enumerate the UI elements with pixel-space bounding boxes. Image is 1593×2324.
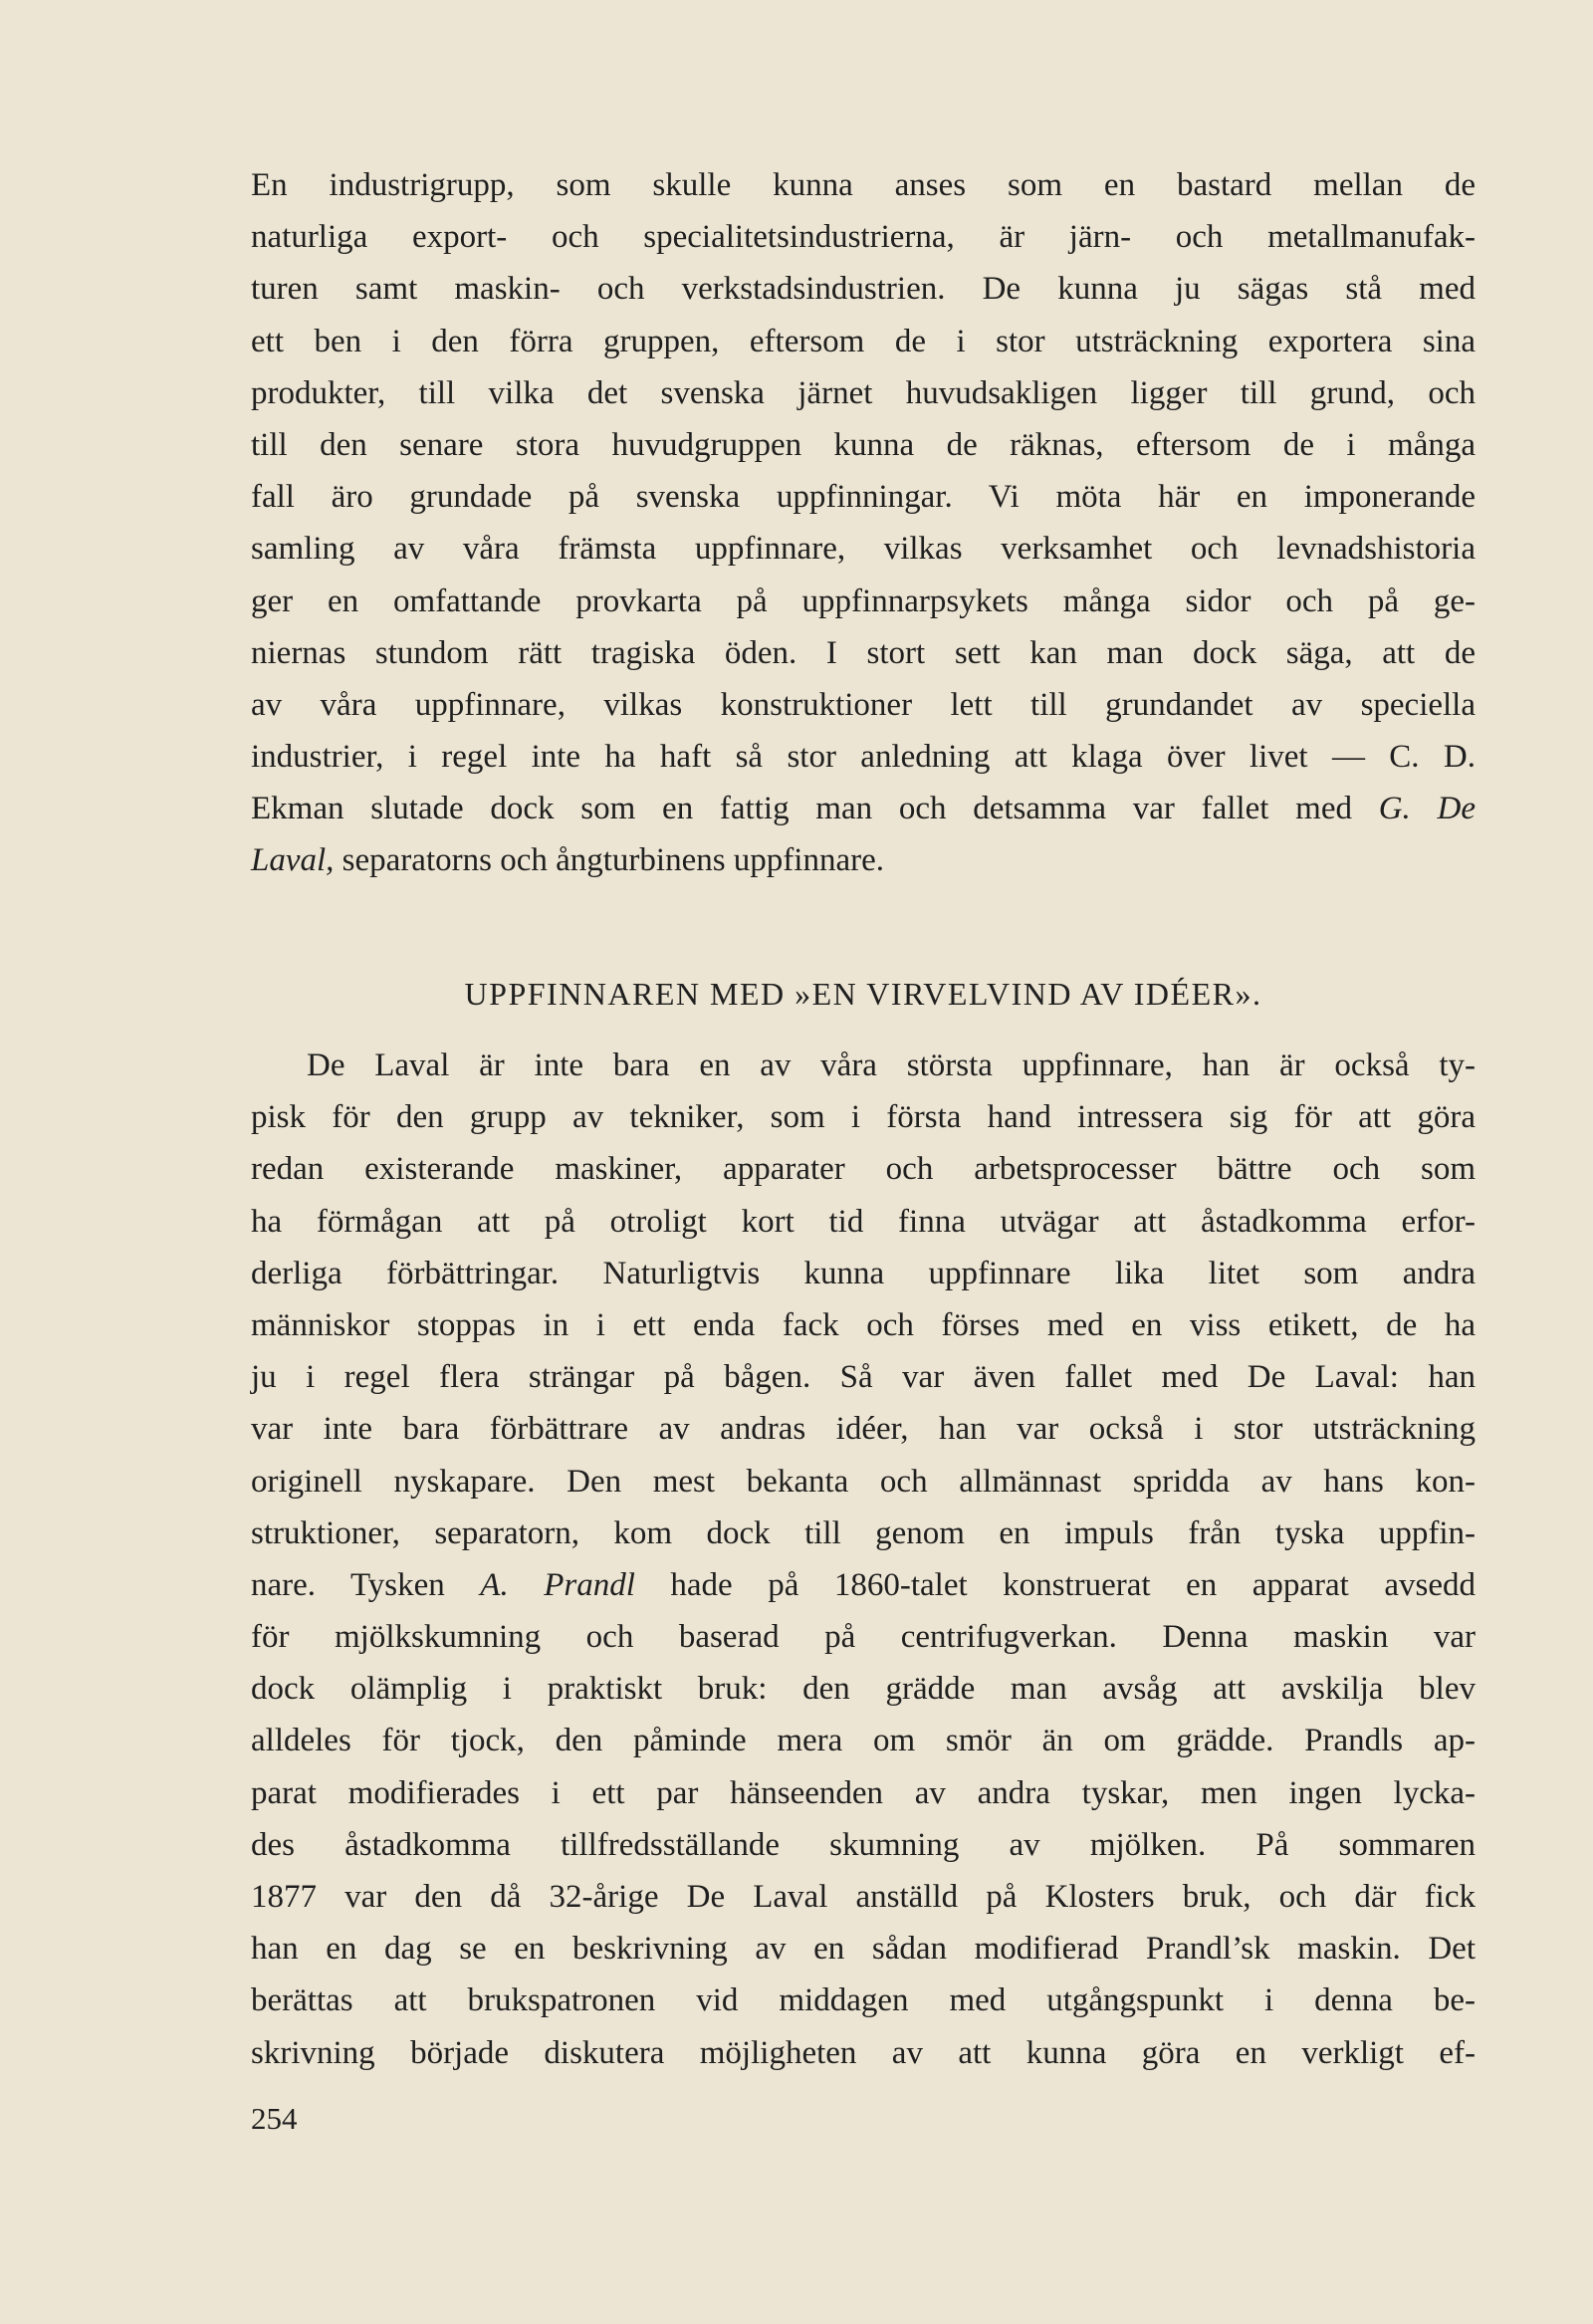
text-line: [251, 783, 1476, 834]
text-line: dock olämplig i praktiskt bruk: den grädde man avsåg att avskilja blev: [251, 1671, 1476, 1708]
text-line: [251, 834, 1476, 886]
text-line: berättas att brukspatronen vid middagen med utgångspunkt i denna be-: [251, 1982, 1476, 2019]
italic-name: Laval,: [251, 842, 335, 879]
text-line: En industrigrupp, som skulle kunna anses som en bastard mellan de: [251, 167, 1476, 203]
text-line: produkter, till vilka det svenska järnet huvudsakligen ligger till grund, och: [251, 374, 1476, 411]
text-run: hade på 1860-talet konstruerat en apparat avsedd: [634, 1566, 1476, 1603]
text-line: till den senare stora huvudgruppen kunna de räknas, eftersom de i många: [251, 426, 1476, 463]
italic-name: A. Prandl: [480, 1566, 635, 1603]
text-line: redan existerande maskiner, apparater och arbetsprocesser bättre och som: [251, 1151, 1476, 1188]
text-line: människor stoppas in i ett enda fack och förses med en viss etikett, de ha: [251, 1306, 1476, 1343]
text-line: samling av våra främsta uppfinnare, vilkas verksamhet och levnadshistoria: [251, 531, 1476, 568]
text-line: des åstadkomma tillfredsställande skumning av mjölken. På sommaren: [251, 1826, 1476, 1863]
text-line: [251, 1559, 1476, 1611]
italic-name: G. De: [1378, 791, 1476, 827]
text-line: naturliga export- och specialitetsindustrierna, är järn- och metallmanufak-: [251, 219, 1476, 256]
text-line: fall äro grundade på svenska uppfinningar. Vi möta här en imponerande: [251, 479, 1476, 516]
page-number: 254: [251, 2101, 298, 2136]
text-line: niernas stundom rätt tragiska öden. I stort sett kan man dock säga, att de: [251, 634, 1476, 671]
text-line: ha förmågan att på otroligt kort tid finna utvägar att åstadkomma erfor-: [251, 1203, 1476, 1240]
text-run: nare. Tysken: [251, 1566, 481, 1603]
text-line: han en dag se en beskrivning av en sådan modifierad Prandl’sk maskin. Det: [251, 1931, 1476, 1968]
text-line: var inte bara förbättrare av andras idéer, han var också i stor utsträckning: [251, 1411, 1476, 1448]
text-line: alldeles för tjock, den påminde mera om smör än om grädde. Prandls ap-: [251, 1723, 1476, 1759]
text-run: separatorns och ångturbinens uppfinnare.: [334, 842, 884, 879]
text-line: turen samt maskin- och verkstadsindustrien. De kunna ju sägas stå med: [251, 271, 1476, 308]
text-line: ett ben i den förra gruppen, eftersom de i stor utsträckning exportera sina: [251, 323, 1476, 359]
text-line: ger en omfattande provkarta på uppfinnarpsykets många sidor och på ge-: [251, 582, 1476, 619]
text-line: derliga förbättringar. Naturligtvis kunna uppfinnare lika litet som andra: [251, 1255, 1476, 1291]
text-run: Ekman slutade dock som en fattig man och detsamma var fallet med: [251, 791, 1379, 827]
text-line: ju i regel flera strängar på bågen. Så var även fallet med De Laval: han: [251, 1359, 1476, 1396]
text-line: av våra uppfinnare, vilkas konstruktioner lett till grundandet av speciella: [251, 686, 1476, 723]
text-line: industrier, i regel inte ha haft så stor anledning att klaga över livet — C. D.: [251, 739, 1476, 776]
text-line: skrivning började diskutera möjligheten av att kunna göra en verkligt ef-: [251, 2034, 1476, 2071]
text-line: parat modifierades i ett par hänseenden av andra tyskar, men ingen lycka-: [251, 1774, 1476, 1811]
text-line: 1877 var den då 32-årige De Laval anställd på Klosters bruk, och där fick: [251, 1879, 1476, 1915]
text-line: De Laval är inte bara en av våra största uppfinnare, han är också ty-: [307, 1047, 1476, 1083]
text-line: pisk för den grupp av tekniker, som i första hand intressera sig för att göra: [251, 1099, 1476, 1136]
paragraph-2: [251, 1040, 1476, 2079]
text-line: originell nyskapare. Den mest bekanta och allmännast spridda av hans kon-: [251, 1463, 1476, 1500]
text-line: struktioner, separatorn, kom dock till genom en impuls från tyska uppfin-: [251, 1514, 1476, 1551]
paragraph-1: [251, 159, 1476, 887]
section-heading: UPPFINNAREN MED »EN VIRVELVIND AV IDÉER».: [464, 976, 1262, 1012]
text-line: för mjölkskumning och baserad på centrifugverkan. Denna maskin var: [251, 1619, 1476, 1656]
